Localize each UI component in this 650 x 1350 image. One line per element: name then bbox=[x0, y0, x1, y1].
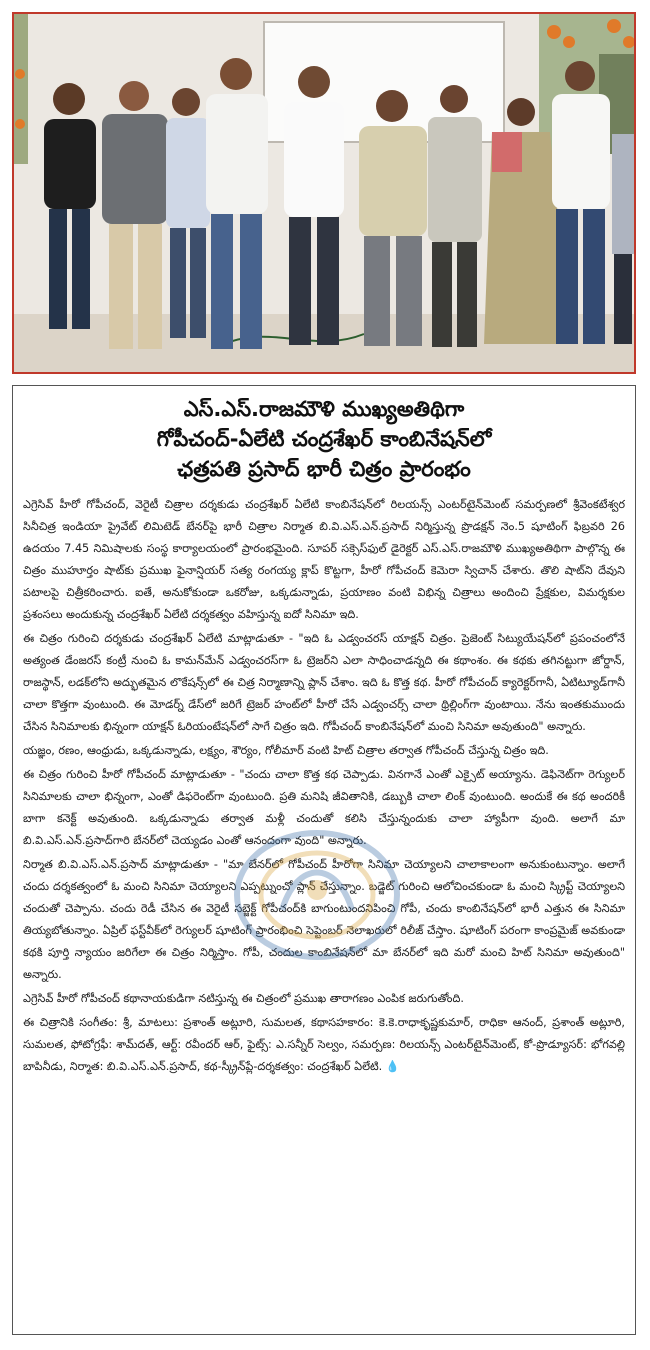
headline-line-3: ఛత్రపతి ప్రసాద్ భారీ చిత్రం ప్రారంభం bbox=[177, 457, 471, 481]
paragraph-producer-quote: నిర్మాత బి.వి.ఎస్.ఎన్.ప్రసాద్ మాట్లాడుతూ - "మా బేనర్‌లో గోపీచంద్ హీరోగా సినిమా చెయ్యాలని చాలాకాలంగా అనుకుంటున్నాం. అలాగే చందు దర్శకత్వంలో ఓ మంచి సినిమా చెయ్యాలని ఎప్పట్నుంచో ప్లాన్ చేస్తున్నాం. బడ్జెట్ గురించి ఆలోచించకుండా ఓ మంచి స్క్రిప్ట్ చెయ్యాలని చందుతో చెప్పాను. చందు రెడీ చేసిన ఈ వెరైటీ సబ్జెక్ట్ గోపీచంద్‌కి బాగుంటుందనిపించి గోపీ, చందు కాంబినేషన్‌లో భారీ ఎత్తున ఈ సినిమా తియ్యబోతున్నాం. ఏప్రిల్ ఫస్ట్‌వీక్‌లో రెగ్యులర్ షూటింగ్ ప్రారంభించి సెప్టెంబర్ నెలాఖరులో రిలీజ్ చేస్తాం. షూటింగ్ పరంగా కాంప్రమైజ్ అవకుండా కథకి పూర్తి న్యాయం జరిగేలా ఈ చిత్రం నిర్మిస్తాం. గోపీ, చందుల కాంబినేషన్‌లో మా బేనర్‌లో ఇది మరో మంచి హిట్ సినిమా అవుతుంది" అన్నారు. bbox=[23, 858, 625, 981]
event-photo-illustration bbox=[14, 14, 634, 372]
paragraph-filmography: యజ్ఞం, రణం, ఆంధ్రుడు, ఒక్కడున్నాడు, లక్ష్యం, శౌర్యం, గోలీమార్ వంటి హిట్ చిత్రాల తర్వాత గోపీచంద్ చేస్తున్న చిత్రం ఇది. bbox=[23, 744, 549, 757]
headline bbox=[13, 394, 635, 484]
paragraph-credits bbox=[23, 1012, 625, 1078]
end-drop-icon: 💧 bbox=[385, 1060, 400, 1073]
credits-text: ఈ చిత్రానికి సంగీతం: శ్రీ, మాటలు: ప్రశాంత్ అట్లూరి, సుమలత, కథాసహకారం: కె.కె.రాధాకృష్ణకుమార్, రాధికా ఆనంద్, ప్రశాంత్ అట్లూరి, సుమలత, ఫోటోగ్రఫీ: శామ్‌దత్, ఆర్ట్: రవీందర్ ఆర్, ఫైట్స్: ఎ.సన్నీర్ సెల్వం, సమర్పణ: రిలయన్స్ ఎంటర్‌టైన్‌మెంట్, కో-ప్రొడ్యూసర్: భోగవల్లి బాపినీడు, నిర్మాత: బి.వి.ఎస్.ఎన్.ప్రసాద్, కథ-స్క్రీన్‌ప్లే-దర్శకత్వం: చంద్రశేఖర్ ఏలేటి. bbox=[23, 1016, 625, 1073]
paragraph-director-quote: ఈ చిత్రం గురించి దర్శకుడు చంద్రశేఖర్ ఏలేటి మాట్లాడుతూ - "ఇది ఓ ఎడ్వంచరస్ యాక్షన్ చిత్రం. ప్రెజెంట్ సిట్యుయేషన్‌లో ప్రపంచంలోనే అత్యంత డేంజరస్ కంట్రీ నుంచి ఓ కామన్‌మేన్ ఎడ్వంచరస్‌గా ఓ ట్రెజర్‌ని ఎలా సాధించాడన్నది ఈ కథాంశం. ఈ కథకు తగినట్టుగా జోర్డాన్, రాజస్థాన్, లడక్‌లోని అద్భుతమైన లొకేషన్స్‌లో ఈ చిత్ర నిర్మాణాన్ని ప్లాన్ చేశాం. ఇది ఓ కొత్త కథ. హీరో గోపీచంద్ క్యారెక్టర్‌గానీ, ఏటిట్యూడ్‌గానీ చాలా కొత్తగా వుంటుంది. ఈ మోడర్న్ డేస్‌లో జరిగే ట్రెజర్ హంట్‌లో హీరో చేసే ఎడ్వంచర్స్ చాలా థ్రిల్లింగ్‌గా వుంటాయి. నేను ఇంతకుముందు చేసిన సినిమాలకు భిన్నంగా యాక్షన్ ఓరియంటేషన్‌లో సాగే చిత్రం ఇది. గోపీచంద్ కాంబినేషన్‌లో మంచి సినిమా అవుతుంది" అన్నారు. bbox=[23, 632, 626, 733]
news-article bbox=[12, 385, 636, 1335]
article-body bbox=[23, 494, 625, 1078]
event-photo bbox=[12, 12, 636, 374]
headline-line-1: ఎస్.ఎస్.రాజమౌళి ముఖ్యఅతిథిగా bbox=[183, 397, 465, 421]
paragraph-hero-quote: ఈ చిత్రం గురించి హీరో గోపీచంద్ మాట్లాడుతూ - "చందు చాలా కొత్త కథ చెప్పాడు. వినగానే ఎంతో ఎక్సైట్ అయ్యాను. డెఫినెట్‌గా రెగ్యులర్ సినిమాలకు చాలా భిన్నంగా, ఎంతో డిఫరెంట్‌గా వుంటుంది. ప్రతి మనిషి జీవితానికి, డబ్బుకి చాలా లింక్ వుంటుంది. అందుకే ఈ కథ అందరికీ బాగా కనెక్ట్ అవుతుంది. ఒక్కడున్నాడు తర్వాత మళ్లీ చందుతో కలిసి చేస్తున్నందుకు చాలా హ్యాపీగా వుంది. అలాగే మా బి.వి.ఎస్.ఎన్.ప్రసాద్‌గారి బేనర్‌లో చెయ్యడం ఎంతో ఆనందంగా వుంది" అన్నారు. bbox=[23, 768, 625, 847]
person-10 bbox=[612, 134, 634, 344]
headline-line-2: గోపీచంద్-ఏలేటి చంద్రశేఖర్ కాంబినేషన్‌లో bbox=[156, 427, 492, 451]
paragraph-casting: ఎగ్రెసివ్ హీరో గోపీచంద్ కథానాయకుడిగా నటిస్తున్న ఈ చిత్రంలో ప్రముఖ తారాగణం ఎంపిక జరుగుతోంది. bbox=[23, 992, 464, 1005]
paragraph-intro: ఎగ్రెసివ్ హీరో గోపీచంద్, వెరైటీ చిత్రాల దర్శకుడు చంద్రశేఖర్ ఏలేటి కాంబినేషన్‌లో రిలయన్స్ ఎంటర్‌టైన్‌మెంట్ సమర్పణలో శ్రీవెంకటేశ్వర సినీచిత్ర ఇండియా ప్రైవేట్ లిమిటెడ్ బేనర్‌పై భారీ చిత్రాల నిర్మాత బి.వి.ఎస్.ఎన్.ప్రసాద్ నిర్మిస్తున్న ప్రొడక్షన్ నెం.5 షూటింగ్ ఫిబ్రవరి 26 ఉదయం 7.45 నిమిషాలకు సంస్థ కార్యాలయంలో ప్రారంభమైంది. సూపర్ సక్సెస్‌ఫుల్ డైరెక్టర్ ఎస్.ఎస్.రాజమౌళి ముఖ్యఅతిథిగా పాల్గొన్న ఈ చిత్రం ముహూర్తం షాట్‌కు ప్రముఖ ఫైనాన్షియర్ సత్య రంగయ్య క్లాప్ కొట్టగా, హీరో గోపీచంద్ కెమెరా స్విచాన్ చేశారు. తొలి షాట్‌ని దేవుని పటాలపై చిత్రీకరించారు. ఐతే, అనుకోకుండా ఒకరోజు, ఒక్కడున్నాడు, ప్రయాణం వంటి విభిన్న చిత్రాలు అందించి ప్రేక్షకుల, విమర్శకుల ప్రశంసలు అందుకున్న చంద్రశేఖర్ ఏలేటి దర్శకత్వం వహిస్తున్న ఐదో సినిమా ఇది. bbox=[23, 498, 625, 621]
